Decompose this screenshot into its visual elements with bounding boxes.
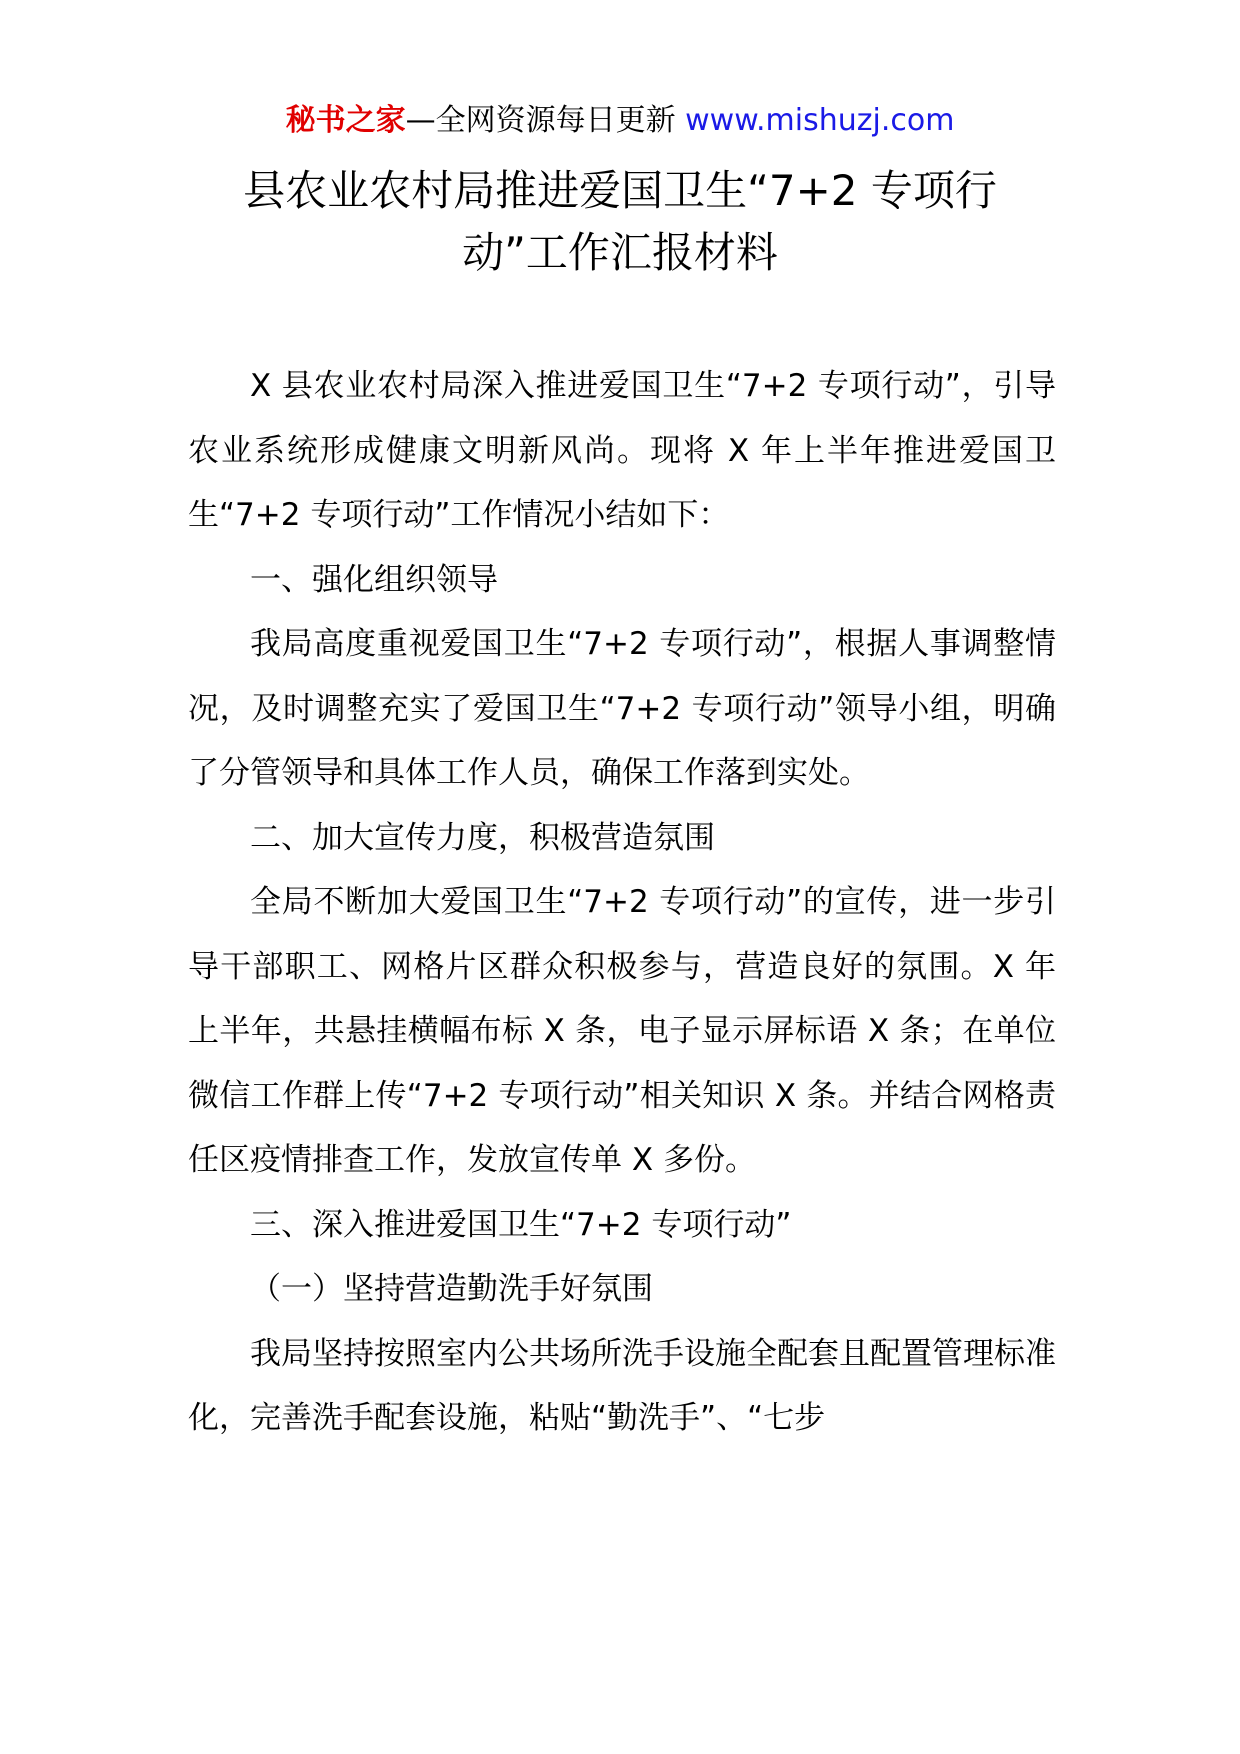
banner-tagline: —全网资源每日更新 bbox=[405, 103, 676, 138]
site-banner bbox=[0, 100, 1240, 142]
section-heading-2: 二、加大宣传力度，积极营造氛围 bbox=[250, 819, 715, 856]
section-heading-1: 一、强化组织领导 bbox=[250, 561, 498, 598]
banner-url-link[interactable]: www.mishuzj.com bbox=[685, 103, 955, 138]
body-paragraph: 全局不断加大爱国卫生“7+2 专项行动”的宣传，进一步引导干部职工、网格片区群众积极参与，营造良好的氛围。X 年上半年，共悬挂横幅布标 X 条，电子显示屏标语 X 条；在单位微信工作群上传“7+2 专项行动”相关知识 X 条。并结合网格责任区疫情排查工作，发放宣传单 X 多份。 bbox=[188, 884, 1056, 1178]
subsection-heading-1: （一）坚持营造勤洗手好氛围 bbox=[250, 1271, 653, 1307]
document-title bbox=[0, 160, 1240, 284]
body-paragraph: 我局高度重视爱国卫生“7+2 专项行动”，根据人事调整情况，及时调整充实了爱国卫生“7+2 专项行动”领导小组，明确了分管领导和具体工作人员，确保工作落到实处。 bbox=[188, 626, 1056, 791]
section-heading-3: 三、深入推进爱国卫生“7+2 专项行动” bbox=[250, 1206, 792, 1243]
intro-paragraph: X 县农业农村局深入推进爱国卫生“7+2 专项行动”，引导农业系统形成健康文明新风尚。现将 X 年上半年推进爱国卫生“7+2 专项行动”工作情况小结如下： bbox=[188, 368, 1056, 533]
title-line-1: 县农业农村局推进爱国卫生“7+2 专项行 bbox=[243, 166, 997, 215]
body-paragraph: 我局坚持按照室内公共场所洗手设施全配套且配置管理标准化，完善洗手配套设施，粘贴“勤洗手”、“七步 bbox=[188, 1335, 1056, 1436]
title-line-2: 动”工作汇报材料 bbox=[462, 228, 778, 277]
banner-brand: 秘书之家 bbox=[285, 103, 406, 138]
document-body bbox=[188, 354, 1056, 1451]
